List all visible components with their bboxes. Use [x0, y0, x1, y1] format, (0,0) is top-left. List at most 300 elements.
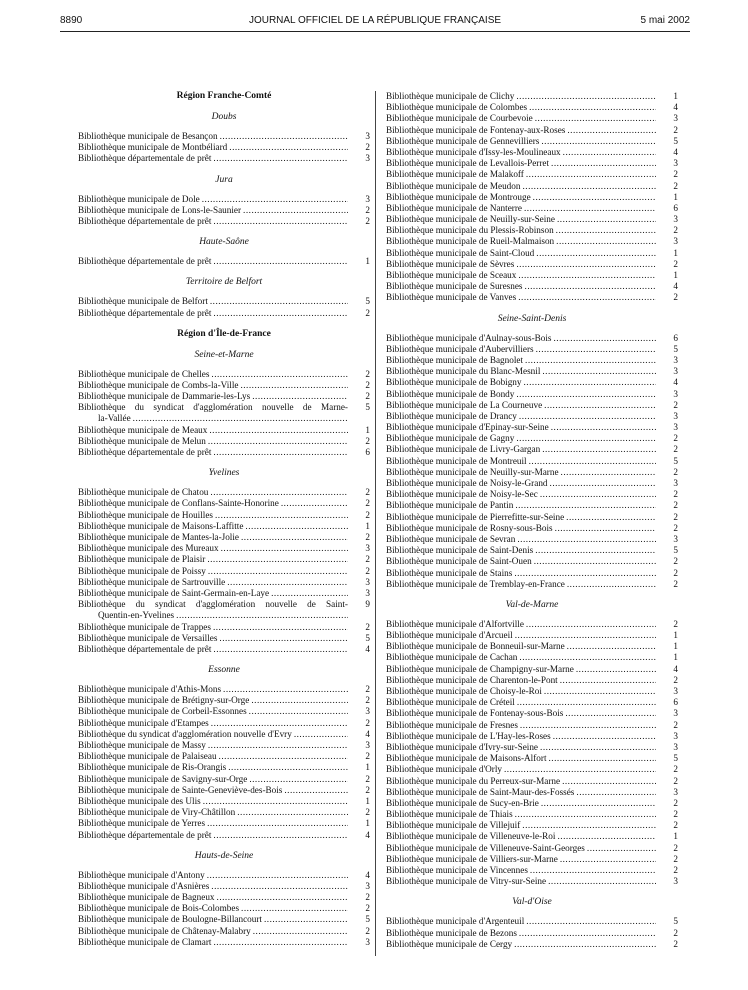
dot-leader	[517, 534, 656, 545]
library-name: Bibliothèque municipale de Gennevilliers	[386, 135, 540, 146]
library-entry	[78, 644, 370, 655]
allocation-count: 2	[365, 531, 370, 542]
library-name: Bibliothèque municipale des Ulis	[78, 795, 201, 806]
library-entry	[78, 498, 370, 509]
library-name: Bibliothèque départementale de prêt	[78, 447, 212, 458]
allocation-count: 1	[673, 652, 678, 663]
library-entry	[386, 809, 678, 820]
allocation-count: 1	[673, 831, 678, 842]
library-name: Bibliothèque municipale du Perreux-sur-Marne	[386, 775, 561, 786]
library-entry	[78, 296, 370, 307]
allocation-count: 2	[673, 938, 678, 949]
allocation-count: 2	[673, 180, 678, 191]
library-name: Bibliothèque municipale de Chatou	[78, 487, 209, 498]
dot-leader	[504, 764, 656, 775]
dot-leader	[519, 411, 656, 422]
dot-leader	[516, 91, 656, 102]
allocation-count: 3	[673, 158, 678, 169]
allocation-count: 2	[673, 842, 678, 853]
library-name: Bibliothèque départementale de prêt	[78, 256, 212, 267]
allocation-count: 5	[673, 343, 678, 354]
allocation-count: 3	[673, 354, 678, 365]
library-list	[78, 256, 370, 267]
dot-leader	[176, 610, 348, 621]
allocation-count: 3	[365, 131, 370, 141]
region-heading: Région Franche-Comté	[176, 91, 272, 101]
allocation-count: 4	[365, 869, 370, 880]
library-name: Bibliothèque municipale de Sceaux	[386, 270, 517, 280]
dot-leader	[211, 718, 348, 729]
dot-leader	[219, 633, 348, 644]
library-name: Bibliothèque municipale de Clichy	[386, 91, 515, 101]
dot-leader	[208, 740, 348, 751]
allocation-count: 6	[673, 332, 678, 343]
allocation-count: 1	[365, 424, 370, 435]
library-name: Bibliothèque municipale des Mureaux	[78, 543, 219, 554]
department-heading: Val-d'Oise	[512, 897, 552, 908]
library-name: Bibliothèque départementale de prêt	[78, 643, 212, 654]
library-list	[386, 91, 678, 304]
allocation-count: 4	[365, 728, 370, 739]
dot-leader	[567, 641, 656, 652]
library-name: Bibliothèque municipale de Sartrouville	[78, 576, 226, 587]
library-entry	[386, 158, 678, 169]
library-name: Bibliothèque municipale d'Arcueil	[386, 630, 513, 641]
allocation-count: 4	[673, 377, 678, 388]
library-entry	[78, 402, 370, 424]
allocation-count: 2	[673, 225, 678, 236]
library-name: Bibliothèque municipale de Belfort	[78, 296, 208, 307]
library-list	[78, 684, 370, 841]
library-entry	[386, 377, 678, 388]
library-entry	[78, 718, 370, 729]
library-name: Bibliothèque municipale de Chelles	[78, 368, 210, 379]
dot-leader	[536, 248, 656, 259]
allocation-count: 1	[365, 818, 370, 829]
library-name: Bibliothèque municipale de Créteil	[386, 697, 515, 708]
library-name: Bibliothèque municipale de Bobigny	[386, 377, 522, 388]
library-entry	[78, 588, 370, 599]
allocation-count: 2	[673, 719, 678, 730]
allocation-count: 2	[365, 435, 370, 446]
allocation-count: 3	[365, 740, 370, 750]
library-entry	[78, 695, 370, 706]
allocation-count: 3	[673, 478, 678, 488]
library-entry	[386, 422, 678, 433]
dot-leader	[544, 686, 656, 697]
library-name: Bibliothèque municipale de Suresnes	[386, 281, 523, 292]
library-name: Bibliothèque municipale de Maisons-Laffitte	[78, 520, 244, 531]
dot-leader	[526, 169, 656, 180]
library-entry	[78, 577, 370, 588]
library-name: Bibliothèque municipale de Rosny-sous-Bois	[386, 522, 553, 533]
library-name: Bibliothèque départementale de prêt	[78, 829, 212, 840]
allocation-count: 5	[365, 632, 370, 643]
dot-leader	[535, 113, 656, 124]
dot-leader	[207, 554, 348, 565]
dot-leader	[536, 344, 656, 355]
allocation-count: 2	[365, 498, 370, 509]
library-list	[78, 369, 370, 459]
library-list	[78, 870, 370, 948]
library-name: Bibliothèque municipale de Neuilly-sur-Seine	[386, 214, 555, 225]
allocation-count: 2	[673, 556, 678, 567]
allocation-count: 2	[365, 509, 370, 520]
allocation-count: 1	[673, 91, 678, 101]
library-name: Bibliothèque municipale de Thiais	[386, 809, 513, 820]
library-name: Bibliothèque municipale de Corbeil-Essonnes	[78, 706, 247, 717]
allocation-count: 2	[673, 466, 678, 477]
library-name: Bibliothèque municipale d'Etampes	[78, 717, 209, 728]
allocation-count: 2	[673, 292, 678, 303]
dot-leader	[202, 194, 348, 205]
library-entry	[78, 425, 370, 436]
library-name: Bibliothèque municipale de Sucy-en-Brie	[386, 797, 539, 808]
library-name: Bibliothèque municipale de Bagnolet	[386, 354, 524, 365]
library-name: Bibliothèque municipale de Cachan	[386, 652, 518, 663]
dot-leader	[245, 521, 348, 532]
library-name: Bibliothèque municipale de Ris-Orangis	[78, 762, 227, 773]
library-list	[386, 333, 678, 590]
library-entry	[386, 355, 678, 366]
dot-leader	[213, 447, 348, 458]
allocation-count: 3	[673, 410, 678, 421]
library-name: Bibliothèque municipale de Châtenay-Malabry	[78, 925, 251, 936]
allocation-count: 2	[365, 925, 370, 936]
dot-leader	[516, 259, 656, 270]
library-entry	[386, 843, 678, 854]
dot-leader	[515, 809, 656, 820]
dot-leader	[525, 355, 656, 366]
allocation-count: 1	[673, 641, 678, 652]
library-name: Bibliothèque municipale de Saint-Maur-des-Fossés	[386, 786, 575, 797]
library-entry	[386, 136, 678, 147]
department-heading: Jura	[215, 174, 233, 185]
library-entry	[386, 579, 678, 590]
dot-leader	[548, 876, 656, 887]
library-entry	[78, 937, 370, 948]
allocation-count: 2	[673, 567, 678, 578]
dot-leader	[533, 192, 656, 203]
dot-leader	[566, 512, 656, 523]
library-entry	[386, 641, 678, 652]
library-name: Bibliothèque municipale de Charenton-le-Pont	[386, 674, 558, 685]
dot-leader	[576, 787, 656, 798]
library-name: Bibliothèque municipale de Plaisir	[78, 554, 206, 565]
library-name: Bibliothèque municipale de Saint-Denis	[386, 545, 534, 556]
allocation-count: 3	[673, 786, 678, 797]
dot-leader	[551, 422, 656, 433]
library-entry	[78, 684, 370, 695]
allocation-count: 1	[673, 630, 678, 641]
library-name: Bibliothèque municipale de Fontenay-sous-Bois	[386, 708, 564, 719]
allocation-count: 3	[365, 936, 370, 947]
library-name: Bibliothèque municipale de Dammarie-les-Lys	[78, 391, 251, 402]
library-name: Bibliothèque municipale de Villeneuve-le-Roi	[386, 831, 556, 842]
library-entry	[78, 380, 370, 391]
dot-leader	[228, 762, 348, 773]
dot-leader	[210, 487, 348, 498]
allocation-count: 2	[673, 674, 678, 685]
allocation-count: 2	[365, 307, 370, 318]
library-name: Bibliothèque municipale de Champigny-sur-Marne	[386, 663, 574, 674]
library-entry	[78, 870, 370, 881]
library-name: Bibliothèque municipale de Colombes	[386, 102, 528, 113]
dot-leader	[284, 785, 348, 796]
allocation-count: 4	[673, 102, 678, 113]
library-entry	[78, 436, 370, 447]
dot-leader	[525, 281, 656, 292]
library-name: Bibliothèque municipale d'Asnières	[78, 880, 210, 891]
column-divider	[375, 91, 376, 956]
dot-leader	[553, 333, 656, 344]
allocation-count: 2	[673, 853, 678, 864]
library-entry	[78, 740, 370, 751]
allocation-count: 3	[365, 706, 370, 717]
library-name: Bibliothèque municipale de Tremblay-en-France	[386, 578, 565, 589]
library-name: Bibliothèque municipale de Bois-Colombes	[78, 903, 240, 914]
dot-leader	[529, 102, 656, 113]
allocation-count: 3	[365, 880, 370, 891]
library-entry	[386, 433, 678, 444]
library-entry	[78, 914, 370, 925]
allocation-count: 5	[365, 402, 370, 413]
allocation-count: 2	[673, 797, 678, 808]
department-heading: Doubs	[211, 112, 237, 122]
allocation-count: 4	[365, 829, 370, 840]
library-name: Bibliothèque municipale de Levallois-Perret	[386, 158, 550, 169]
library-entry	[386, 333, 678, 344]
library-name: Bibliothèque municipale de Fresnes	[386, 719, 518, 730]
library-name: Bibliothèque municipale de Bondy	[386, 388, 515, 399]
allocation-count: 2	[365, 142, 370, 153]
library-entry	[386, 652, 678, 663]
dot-leader	[294, 729, 348, 740]
library-entry	[386, 259, 678, 270]
library-entry	[386, 91, 678, 102]
dot-leader	[524, 203, 656, 214]
allocation-count: 2	[673, 169, 678, 180]
dot-leader	[240, 380, 348, 391]
library-name: Bibliothèque municipale de La Courneuve	[386, 399, 543, 410]
dot-leader	[281, 498, 348, 509]
library-name: Bibliothèque départementale de prêt	[78, 307, 212, 318]
library-entry	[78, 216, 370, 227]
dot-leader	[208, 566, 348, 577]
dot-leader	[220, 131, 348, 142]
library-name: Bibliothèque municipale de Bezons	[386, 927, 517, 938]
dot-leader	[563, 147, 656, 158]
library-entry	[386, 169, 678, 180]
allocation-count: 5	[673, 135, 678, 146]
dot-leader	[249, 706, 348, 717]
department-heading: Val-de-Marne	[505, 599, 559, 610]
library-entry	[386, 411, 678, 422]
library-entry	[386, 456, 678, 467]
dot-leader	[271, 588, 348, 599]
department-heading: Territoire de Belfort	[185, 277, 263, 288]
dot-leader	[213, 216, 348, 227]
library-name: Bibliothèque municipale de Montbéliard	[78, 142, 228, 153]
allocation-count: 4	[673, 281, 678, 292]
region-heading: Région d'Île-de-France	[177, 328, 271, 339]
department-heading: Haute-Saône	[199, 237, 249, 248]
library-entry	[78, 926, 370, 937]
library-list	[78, 296, 370, 318]
dot-leader	[213, 256, 348, 267]
dot-leader	[264, 914, 348, 925]
library-name: la-Vallée	[98, 413, 131, 424]
library-name: Bibliothèque municipale de Bonneuil-sur-Marne	[386, 641, 565, 652]
dot-leader	[567, 125, 656, 136]
dot-leader	[519, 928, 656, 939]
library-name: Bibliothèque municipale de Mantes-la-Jolie	[78, 531, 239, 542]
dot-leader	[544, 400, 656, 411]
allocation-count: 3	[673, 730, 678, 741]
library-entry	[78, 903, 370, 914]
allocation-count: 3	[673, 113, 678, 124]
dot-leader	[514, 568, 656, 579]
library-name: Bibliothèque municipale du Plessis-Robinson	[386, 225, 554, 236]
department-heading: Seine-et-Marne	[194, 349, 254, 360]
library-entry	[386, 664, 678, 675]
library-name: Bibliothèque municipale de Villeneuve-Saint-Georges	[386, 842, 585, 853]
allocation-count: 3	[673, 236, 678, 247]
dot-leader	[522, 820, 656, 831]
allocation-count: 1	[365, 795, 370, 806]
library-name: Bibliothèque municipale de Houilles	[78, 509, 213, 520]
library-name: Quentin-en-Yvelines	[98, 610, 175, 621]
library-name: Bibliothèque municipale de Noisy-le-Grand	[386, 478, 548, 488]
library-name: Bibliothèque municipale de Fontenay-aux-Roses	[386, 124, 566, 135]
library-name: Bibliothèque municipale de Yerres	[78, 818, 206, 829]
library-entry	[386, 478, 678, 489]
dot-leader	[211, 881, 348, 892]
allocation-count: 2	[673, 618, 678, 629]
library-entry	[78, 142, 370, 153]
allocation-count: 6	[673, 697, 678, 708]
library-name: Bibliothèque municipale de Gagny	[386, 433, 515, 444]
dot-leader	[520, 720, 656, 731]
library-list	[78, 487, 370, 655]
allocation-count: 2	[365, 368, 370, 379]
library-entry	[386, 225, 678, 236]
library-name: Bibliothèque municipale de Vincennes	[386, 865, 528, 875]
dot-leader	[576, 664, 656, 675]
library-name: Bibliothèque du syndicat d'agglomération nouvelle d'Evry	[78, 728, 292, 739]
allocation-count: 2	[365, 807, 370, 818]
library-entry	[386, 876, 678, 887]
allocation-count: 2	[365, 487, 370, 498]
library-entry	[386, 444, 678, 455]
library-name: Bibliothèque municipale de Dole	[78, 193, 200, 204]
library-name: Bibliothèque municipale de Meudon	[386, 180, 521, 191]
library-entry	[386, 102, 678, 113]
library-name: Bibliothèque municipale de Sèvres	[386, 258, 515, 269]
library-name: Bibliothèque municipale de Brétigny-sur-Orge	[78, 695, 250, 706]
library-name: Bibliothèque municipale de Courbevoie	[386, 113, 533, 124]
library-entry	[386, 214, 678, 225]
library-name: Bibliothèque municipale d'Issy-les-Moulineaux	[386, 146, 561, 157]
dot-leader	[534, 556, 656, 567]
dot-leader	[526, 916, 656, 927]
library-name: Bibliothèque municipale de Noisy-le-Sec	[386, 489, 538, 500]
allocation-count: 2	[365, 215, 370, 226]
library-entry	[386, 928, 678, 939]
library-entry	[386, 147, 678, 158]
library-name: Bibliothèque municipale de Combs-la-Ville	[78, 379, 239, 390]
allocation-count: 3	[365, 193, 370, 204]
dot-leader	[514, 939, 656, 950]
allocation-count: 2	[673, 124, 678, 135]
library-entry	[386, 619, 678, 630]
library-name: Bibliothèque municipale d'Athis-Mons	[78, 684, 222, 695]
library-name: Bibliothèque municipale de Saint-Germain-en-Laye	[78, 587, 270, 598]
dot-leader	[551, 158, 656, 169]
allocation-count: 2	[673, 820, 678, 831]
allocation-count: 2	[673, 444, 678, 455]
dot-leader	[560, 854, 656, 865]
dot-leader	[253, 926, 348, 937]
library-name: Bibliothèque municipale d'Aubervilliers	[386, 343, 534, 354]
library-entry	[78, 785, 370, 796]
library-list	[386, 619, 678, 888]
library-entry	[78, 554, 370, 565]
dot-leader	[213, 830, 348, 841]
library-name: Bibliothèque municipale de Savigny-sur-Orge	[78, 773, 248, 784]
library-entry	[386, 630, 678, 641]
allocation-count: 1	[365, 256, 370, 267]
library-name: Bibliothèque municipale de Choisy-le-Roi	[386, 686, 542, 696]
allocation-count: 2	[673, 809, 678, 820]
library-entry	[78, 205, 370, 216]
dot-leader	[516, 389, 656, 400]
library-name: Bibliothèque municipale de Massy	[78, 740, 206, 750]
library-entry	[386, 916, 678, 927]
library-name-line1: Bibliothèque du syndicat d'agglomération nouvelle de Marne-	[78, 402, 348, 413]
library-name: Bibliothèque municipale d'Argenteuil	[386, 916, 525, 927]
allocation-count: 5	[673, 753, 678, 764]
allocation-count: 2	[673, 489, 678, 500]
dot-leader	[522, 181, 656, 192]
allocation-count: 1	[673, 191, 678, 202]
library-name: Bibliothèque municipale de Maisons-Alfort	[386, 753, 547, 764]
dot-leader	[207, 870, 348, 881]
library-entry	[386, 776, 678, 787]
library-entry	[386, 545, 678, 556]
allocation-count: 2	[365, 379, 370, 390]
allocation-count: 2	[365, 751, 370, 762]
library-entry	[386, 854, 678, 865]
allocation-count: 6	[673, 202, 678, 213]
library-entry	[386, 500, 678, 511]
library-entry	[386, 366, 678, 377]
library-entry	[386, 939, 678, 950]
library-entry	[386, 686, 678, 697]
allocation-count: 2	[365, 717, 370, 728]
dot-leader	[555, 523, 656, 534]
dot-leader	[515, 500, 656, 511]
dot-leader	[217, 892, 348, 903]
allocation-count: 3	[365, 576, 370, 587]
library-entry	[78, 510, 370, 521]
library-name: Bibliothèque municipale de Conflans-Sainte-Honorine	[78, 498, 279, 509]
dot-leader	[227, 577, 348, 588]
library-entry	[78, 633, 370, 644]
library-list	[78, 131, 370, 165]
dot-leader	[215, 510, 348, 521]
library-name: Bibliothèque municipale de Poissy	[78, 565, 206, 576]
